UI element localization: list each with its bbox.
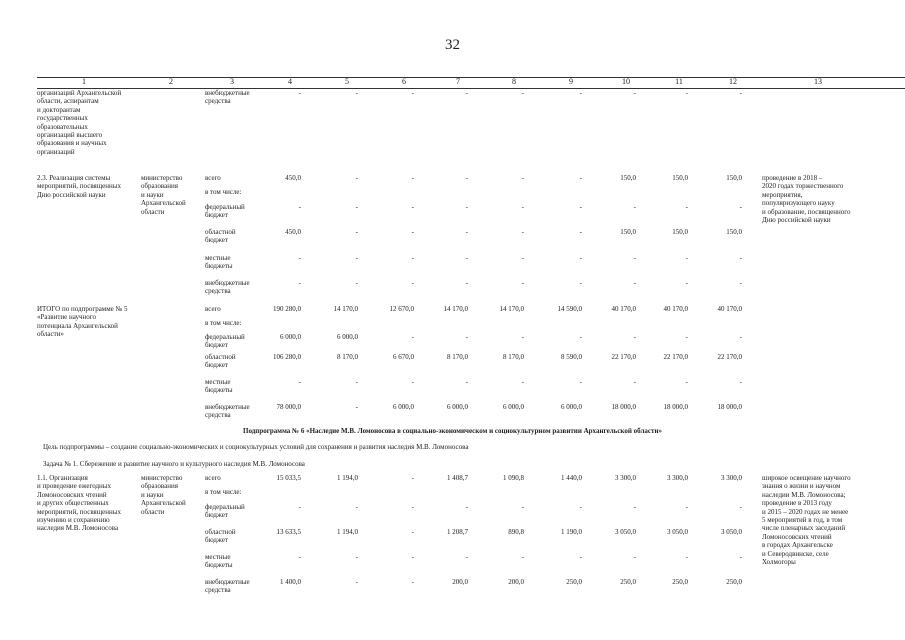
total-subprogram-5-name: ИТОГО по подпрограмме № 5 — [37, 305, 128, 313]
event-2-3-source-label: в том числе: — [205, 188, 242, 196]
event-2-3-cell: - — [411, 203, 414, 211]
event-1-1-cell: 890,8 — [508, 528, 524, 536]
event-2-3-cell: 150,0 — [672, 228, 688, 236]
event-1-1-executor: образования — [141, 482, 178, 491]
continued-event-name: организаций высшего — [37, 131, 103, 139]
continued-event-name: государственных — [37, 114, 88, 123]
column-header-6: 6 — [402, 77, 406, 86]
event-2-3-cell: 150,0 — [672, 174, 688, 182]
column-header-8: 8 — [512, 77, 516, 86]
total-subprogram-5-cell: - — [633, 333, 636, 341]
total-subprogram-5-cell: 8 170,0 — [447, 353, 468, 361]
event-2-3-source-label: бюджет — [205, 211, 228, 220]
event-1-1-result: широкое освещение научного — [762, 474, 851, 482]
total-subprogram-5-cell: - — [685, 333, 688, 341]
total-subprogram-5-source-label: бюджет — [205, 341, 228, 350]
continued-cell: - — [521, 89, 524, 97]
total-subprogram-5-name: потенциала Архангельской — [37, 321, 118, 330]
total-subprogram-5-cell: - — [411, 333, 414, 341]
event-1-1-cell: - — [411, 528, 414, 536]
event-1-1-name: и других общественных — [37, 499, 109, 508]
total-subprogram-5-cell: 14 170,0 — [333, 305, 358, 313]
event-1-1-source-label: местные — [205, 553, 231, 561]
total-subprogram-5-cell: - — [633, 378, 636, 386]
column-header-3: 3 — [230, 77, 234, 86]
event-2-3-cell: - — [355, 279, 358, 287]
event-1-1-cell: - — [355, 503, 358, 511]
event-2-3-cell: - — [355, 174, 358, 182]
event-2-3-cell: 150,0 — [726, 174, 742, 182]
total-subprogram-5-cell: - — [579, 333, 582, 341]
column-header-5: 5 — [345, 77, 349, 86]
event-1-1-cell: - — [579, 503, 582, 511]
continued-source-label: средства — [205, 97, 231, 106]
event-2-3-cell: - — [521, 203, 524, 211]
event-1-1-result: Ломоносовских чтений — [762, 532, 832, 541]
event-1-1-cell: 3 300,0 — [721, 474, 742, 482]
event-1-1-cell: 3 050,0 — [667, 528, 688, 536]
event-1-1-executor: области — [141, 507, 165, 516]
event-2-3-result: мероприятия, — [762, 190, 803, 199]
event-1-1-cell: 13 633,5 — [276, 528, 301, 536]
event-1-1-cell: 3 300,0 — [667, 474, 688, 482]
event-2-3-executor: Архангельской — [141, 199, 186, 208]
event-1-1-cell: 250,0 — [566, 578, 582, 586]
event-2-3-cell: - — [355, 203, 358, 211]
total-subprogram-5-cell: 18 000,0 — [663, 403, 688, 411]
event-1-1-result: проведение в 2013 году — [762, 499, 832, 508]
event-2-3-source-label: внебюджетные — [205, 279, 250, 287]
event-2-3-source-label: федеральный — [205, 203, 245, 211]
event-2-3-executor: министерство — [141, 174, 183, 182]
total-subprogram-5-cell: 18 000,0 — [611, 403, 636, 411]
continued-cell: - — [298, 89, 301, 97]
total-subprogram-5-source-label: средства — [205, 411, 231, 420]
column-header-11: 11 — [675, 77, 683, 86]
event-1-1-cell: 3 300,0 — [615, 474, 636, 482]
event-1-1-source-label: бюджет — [205, 511, 228, 520]
total-subprogram-5-cell: 18 000,0 — [717, 403, 742, 411]
total-subprogram-5-cell: 6 000,0 — [393, 403, 414, 411]
event-1-1-executor: министерство — [141, 474, 183, 482]
event-2-3-source-label: областной — [205, 228, 236, 236]
event-2-3-cell: 450,0 — [285, 228, 301, 236]
event-2-3-cell: - — [579, 228, 582, 236]
event-1-1-cell: - — [411, 474, 414, 482]
continued-cell: - — [633, 89, 636, 97]
total-subprogram-5-cell: 6 670,0 — [393, 353, 414, 361]
total-subprogram-5-cell: - — [411, 378, 414, 386]
total-subprogram-5-cell: 6 000,0 — [503, 403, 524, 411]
page-number: 32 — [445, 37, 460, 53]
event-1-1-cell: - — [298, 503, 301, 511]
total-subprogram-5-cell: 6 000,0 — [447, 403, 468, 411]
event-1-1-cell: - — [298, 553, 301, 561]
column-header-1: 1 — [82, 77, 86, 86]
event-1-1-cell: 250,0 — [620, 578, 636, 586]
continued-event-name: организаций — [37, 147, 75, 156]
continued-cell: - — [685, 89, 688, 97]
event-1-1-cell: 1 208,7 — [447, 528, 468, 536]
total-subprogram-5-cell: 78 000,0 — [276, 403, 301, 411]
total-subprogram-5-source-label: федеральный — [205, 333, 245, 341]
event-1-1-cell: - — [521, 503, 524, 511]
event-2-3-source-label: средства — [205, 287, 231, 296]
event-2-3-cell: - — [739, 279, 742, 287]
total-subprogram-5-cell: 40 170,0 — [611, 305, 636, 313]
total-subprogram-5-cell: 106 280,0 — [273, 353, 301, 361]
column-header-13: 13 — [814, 77, 822, 86]
total-subprogram-5-cell: - — [521, 333, 524, 341]
event-1-1-source-label: внебюджетные — [205, 578, 250, 586]
event-2-3-cell: - — [521, 279, 524, 287]
event-1-1-cell: - — [411, 578, 414, 586]
event-2-3-cell: - — [521, 228, 524, 236]
total-subprogram-5-cell: 8 590,0 — [561, 353, 582, 361]
event-1-1-cell: 15 033,5 — [276, 474, 301, 482]
event-2-3-name: мероприятий, посвященных — [37, 182, 121, 191]
event-1-1-name: мероприятий, посвященных — [37, 507, 121, 516]
event-1-1-cell: 1 190,0 — [561, 528, 582, 536]
total-subprogram-5-cell: - — [465, 333, 468, 341]
total-subprogram-5-cell: - — [579, 378, 582, 386]
event-2-3-cell: - — [465, 228, 468, 236]
event-2-3-cell: - — [521, 254, 524, 262]
event-1-1-source-label: в том числе: — [205, 488, 242, 496]
event-2-3-cell: - — [579, 254, 582, 262]
event-1-1-result: и 2015 – 2020 годах не менее — [762, 507, 849, 516]
event-1-1-cell: - — [411, 553, 414, 561]
event-1-1-result: наследии М.В. Ломоносова; — [762, 490, 846, 499]
event-2-3-source-label: бюджеты — [205, 262, 233, 271]
event-2-3-cell: - — [579, 203, 582, 211]
event-1-1-result: знания о жизни и научном — [762, 482, 841, 491]
event-1-1-cell: 1 400,0 — [280, 578, 301, 586]
total-subprogram-5-cell: - — [355, 378, 358, 386]
event-1-1-cell: - — [685, 503, 688, 511]
event-2-3-result: популяризующего науку — [762, 199, 835, 208]
total-subprogram-5-name: области» — [37, 330, 64, 339]
event-1-1-cell: 1 408,7 — [447, 474, 468, 482]
event-1-1-source-label: областной — [205, 528, 236, 536]
total-subprogram-5-cell: 12 670,0 — [389, 305, 414, 313]
total-subprogram-5-cell: 6 000,0 — [280, 333, 301, 341]
event-1-1-source-label: средства — [205, 586, 231, 595]
event-2-3-cell: - — [298, 279, 301, 287]
event-2-3-result: и образование, посвященного — [762, 207, 851, 216]
continued-event-name: образования и научных — [37, 139, 107, 148]
event-2-3-source-label: местные — [205, 254, 231, 262]
event-2-3-cell: - — [298, 203, 301, 211]
event-1-1-result: и Северодвинске, селе — [762, 549, 829, 558]
total-subprogram-5-cell: 40 170,0 — [717, 305, 742, 313]
event-1-1-cell: - — [633, 553, 636, 561]
event-1-1-result: в городах Архангельске — [762, 541, 833, 550]
total-subprogram-5-source-label: бюджеты — [205, 386, 233, 395]
column-header-10: 10 — [622, 77, 630, 86]
event-2-3-cell: 150,0 — [620, 174, 636, 182]
total-subprogram-5-source-label: в том числе: — [205, 319, 242, 327]
event-2-3-cell: - — [579, 279, 582, 287]
event-1-1-source-label: всего — [205, 474, 221, 482]
event-1-1-cell: 200,0 — [452, 578, 468, 586]
event-1-1-result: числе пленарных заседаний — [762, 524, 846, 533]
continued-cell: - — [579, 89, 582, 97]
event-2-3-cell: - — [355, 228, 358, 236]
total-subprogram-5-cell: 14 170,0 — [499, 305, 524, 313]
event-1-1-cell: - — [521, 553, 524, 561]
event-2-3-cell: - — [298, 254, 301, 262]
continued-source-label: внебюджетные — [205, 89, 250, 97]
continued-event-name: области, аспирантам — [37, 97, 99, 106]
continued-event-name: образовательных — [37, 122, 88, 131]
event-2-3-result: Дню российской науки — [762, 216, 831, 224]
event-1-1-cell: 1 194,0 — [337, 528, 358, 536]
event-2-3-cell: - — [411, 254, 414, 262]
total-subprogram-5-name: «Развитие научного — [37, 313, 96, 322]
total-subprogram-5-source-label: бюджет — [205, 361, 228, 370]
event-2-3-cell: - — [465, 203, 468, 211]
column-header-12: 12 — [729, 77, 737, 86]
event-2-3-executor: области — [141, 207, 165, 216]
event-1-1-name: 1.1. Организация — [37, 474, 88, 482]
subprogram-6-task: Задача № 1. Сбережение и развитие научного и культурного наследия М.В. Ломоносова — [43, 460, 305, 468]
column-header-4: 4 — [288, 77, 292, 86]
total-subprogram-5-cell: 190 280,0 — [273, 305, 301, 313]
event-2-3-cell: - — [739, 254, 742, 262]
event-2-3-cell: - — [685, 254, 688, 262]
event-1-1-cell: 200,0 — [508, 578, 524, 586]
event-1-1-source-label: федеральный — [205, 503, 245, 511]
total-subprogram-5-cell: - — [685, 378, 688, 386]
event-1-1-source-label: бюджеты — [205, 561, 233, 570]
event-1-1-cell: - — [685, 553, 688, 561]
event-2-3-cell: - — [465, 254, 468, 262]
event-2-3-cell: - — [685, 279, 688, 287]
column-header-2: 2 — [169, 77, 173, 86]
event-2-3-cell: - — [465, 174, 468, 182]
total-subprogram-5-cell: - — [521, 378, 524, 386]
event-1-1-cell: - — [739, 503, 742, 511]
event-2-3-cell: - — [685, 203, 688, 211]
event-2-3-cell: - — [355, 254, 358, 262]
total-subprogram-5-cell: 6 000,0 — [337, 333, 358, 341]
total-subprogram-5-source-label: местные — [205, 378, 231, 386]
event-1-1-cell: 1 194,0 — [337, 474, 358, 482]
event-1-1-executor: и науки — [141, 490, 164, 499]
column-header-9: 9 — [569, 77, 573, 86]
event-1-1-source-label: бюджет — [205, 536, 228, 545]
event-2-3-source-label: всего — [205, 174, 221, 182]
event-1-1-name: изучению и сохранению — [37, 516, 110, 524]
event-2-3-cell: - — [579, 174, 582, 182]
event-1-1-executor: Архангельской — [141, 499, 186, 508]
continued-cell: - — [739, 89, 742, 97]
total-subprogram-5-cell: - — [298, 378, 301, 386]
total-subprogram-5-cell: 22 170,0 — [717, 353, 742, 361]
continued-event-name: организаций Архангельской — [37, 89, 122, 97]
continued-cell: - — [465, 89, 468, 97]
total-subprogram-5-source-label: областной — [205, 353, 236, 361]
subprogram-6-goal: Цель подпрограммы – создание социально-экономических и социокультурных условий для сохранения и развития наследия М.В. Ломоносова — [43, 443, 469, 451]
event-2-3-result: проведение в 2018 – — [762, 174, 823, 182]
event-2-3-cell: - — [411, 174, 414, 182]
total-subprogram-5-cell: - — [739, 378, 742, 386]
event-1-1-name: и проведение ежегодных — [37, 482, 112, 491]
event-2-3-name: 2.3. Реализация системы — [37, 174, 111, 182]
event-1-1-cell: 3 050,0 — [615, 528, 636, 536]
event-2-3-executor: и науки — [141, 190, 164, 199]
continued-event-name: и докторантам — [37, 105, 81, 114]
event-2-3-cell: - — [411, 228, 414, 236]
total-subprogram-5-cell: 14 170,0 — [443, 305, 468, 313]
event-1-1-cell: - — [633, 503, 636, 511]
total-subprogram-5-cell: 22 170,0 — [663, 353, 688, 361]
total-subprogram-5-cell: 14 590,0 — [557, 305, 582, 313]
event-2-3-name: Дню российской науки — [37, 190, 106, 199]
total-subprogram-5-cell: 6 000,0 — [561, 403, 582, 411]
event-1-1-cell: - — [411, 503, 414, 511]
event-1-1-cell: - — [355, 553, 358, 561]
total-subprogram-5-cell: 22 170,0 — [611, 353, 636, 361]
event-1-1-cell: 1 440,0 — [561, 474, 582, 482]
column-header-7: 7 — [456, 77, 460, 86]
event-2-3-executor: образования — [141, 182, 178, 191]
event-2-3-cell: 450,0 — [285, 174, 301, 182]
subprogram-6-title: Подпрограмма № 6 «Наследие М.В. Ломоносова в социально-экономическом и социокультурном развитии Архангельской области» — [243, 427, 662, 435]
event-1-1-result: 5 мероприятий в год, в том — [762, 516, 843, 524]
event-2-3-cell: - — [633, 279, 636, 287]
event-1-1-cell: - — [355, 578, 358, 586]
event-2-3-cell: 150,0 — [620, 228, 636, 236]
event-2-3-source-label: бюджет — [205, 236, 228, 245]
total-subprogram-5-cell: 8 170,0 — [337, 353, 358, 361]
event-2-3-cell: 150,0 — [726, 228, 742, 236]
event-1-1-result: Холмогоры — [762, 558, 796, 566]
continued-cell: - — [411, 89, 414, 97]
event-1-1-cell: - — [739, 553, 742, 561]
total-subprogram-5-cell: - — [739, 333, 742, 341]
event-1-1-cell: - — [579, 553, 582, 561]
continued-cell: - — [355, 89, 358, 97]
event-1-1-cell: - — [465, 503, 468, 511]
event-1-1-cell: 3 050,0 — [721, 528, 742, 536]
column-header-row — [37, 77, 905, 89]
event-2-3-result: 2020 годах торжественного — [762, 182, 844, 191]
event-1-1-cell: - — [465, 553, 468, 561]
event-2-3-cell: - — [465, 279, 468, 287]
total-subprogram-5-cell: 8 170,0 — [503, 353, 524, 361]
total-subprogram-5-source-label: внебюджетные — [205, 403, 250, 411]
event-2-3-cell: - — [633, 254, 636, 262]
event-1-1-cell: 250,0 — [672, 578, 688, 586]
event-2-3-cell: - — [633, 203, 636, 211]
event-1-1-name: Ломоносовских чтений — [37, 490, 107, 499]
event-2-3-cell: - — [739, 203, 742, 211]
event-2-3-cell: - — [521, 174, 524, 182]
total-subprogram-5-cell: 40 170,0 — [663, 305, 688, 313]
total-subprogram-5-cell: - — [355, 403, 358, 411]
total-subprogram-5-cell: - — [465, 378, 468, 386]
event-1-1-name: наследия М.В. Ломоносова — [37, 524, 119, 533]
event-1-1-cell: 250,0 — [726, 578, 742, 586]
event-2-3-cell: - — [411, 279, 414, 287]
total-subprogram-5-source-label: всего — [205, 305, 221, 313]
event-1-1-cell: 1 090,8 — [503, 474, 524, 482]
